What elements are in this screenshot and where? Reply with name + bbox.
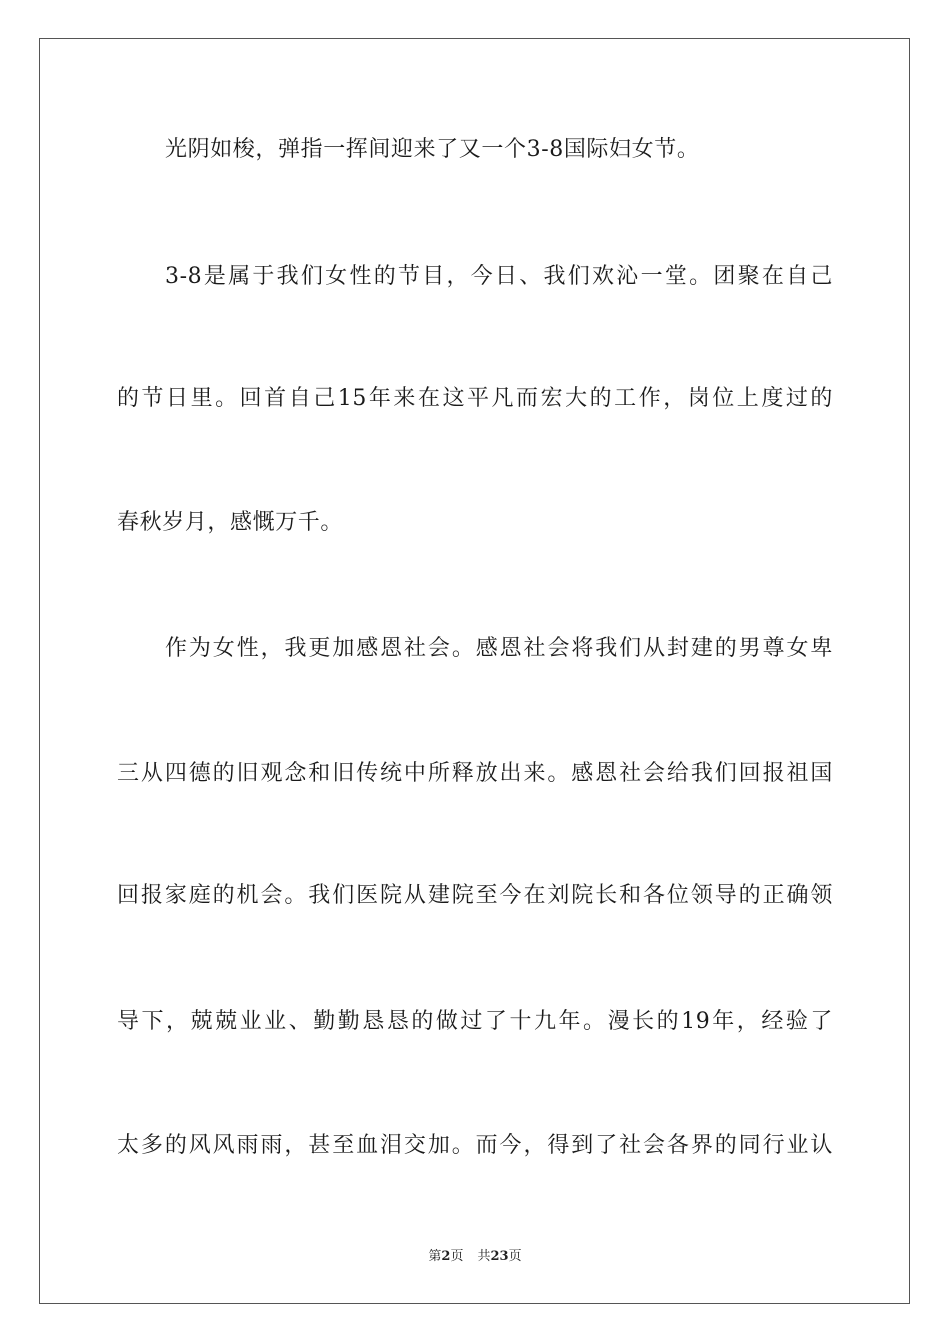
total-pages: 23	[490, 1249, 509, 1264]
paragraph-line-6: 三从四德的旧观念和旧传统中所释放出来。感恩社会给我们回报祖国	[117, 761, 833, 786]
total-prefix: 共	[477, 1249, 491, 1264]
page-number	[428, 1249, 463, 1264]
paragraph-line-1: 光阴如梭，弹指一挥间迎来了又一个3-8国际妇女节。	[165, 137, 700, 162]
current-page: 2	[441, 1249, 451, 1264]
page-prefix: 第	[428, 1249, 442, 1264]
page-border	[39, 38, 910, 1304]
page-total	[477, 1249, 521, 1264]
paragraph-line-5: 作为女性，我更加感恩社会。感恩社会将我们从封建的男尊女卑	[165, 636, 833, 661]
paragraph-line-4: 春秋岁月，感慨万千。	[117, 510, 344, 535]
page-unit: 页	[450, 1249, 464, 1264]
paragraph-line-7: 回报家庭的机会。我们医院从建院至今在刘院长和各位领导的正确领	[117, 883, 833, 908]
paragraph-line-9: 太多的风风雨雨，甚至血泪交加。而今，得到了社会各界的同行业认	[117, 1133, 833, 1158]
paragraph-line-8: 导下，兢兢业业、勤勤恳恳的做过了十九年。漫长的19年，经验了	[117, 1009, 833, 1034]
total-unit: 页	[508, 1249, 522, 1264]
paragraph-line-2: 3-8是属于我们女性的节目，今日、我们欢沁一堂。团聚在自己	[165, 264, 833, 289]
paragraph-line-3: 的节日里。回首自己15年来在这平凡而宏大的工作，岗位上度过的	[117, 386, 833, 411]
page-footer	[0, 1248, 950, 1266]
